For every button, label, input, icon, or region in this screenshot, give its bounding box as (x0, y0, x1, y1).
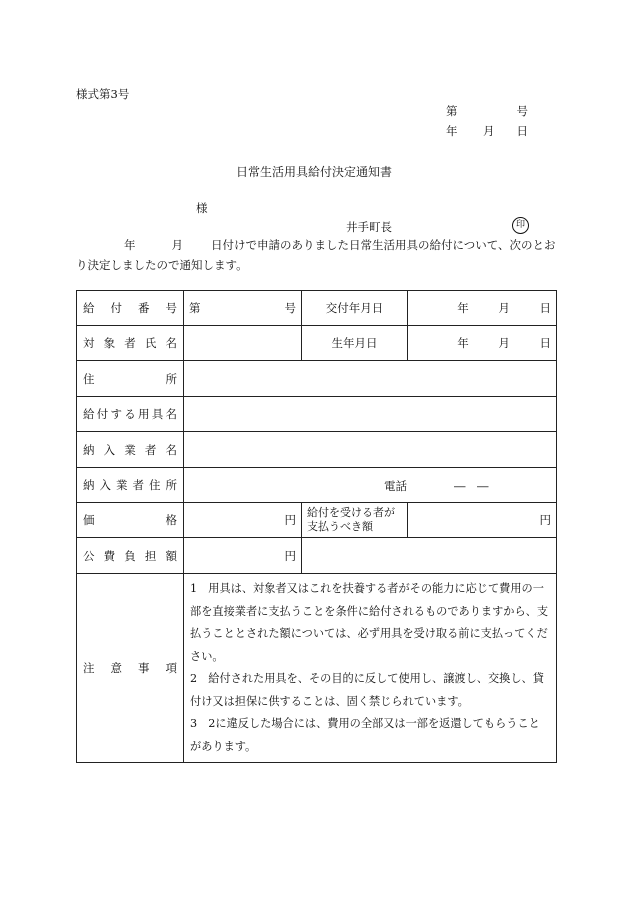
notes-content (184, 574, 557, 763)
document-number-suffix: 号 (516, 104, 528, 118)
birth-date-month: 月 (498, 336, 510, 350)
equipment-name-label: 給付する用具名 (77, 397, 184, 432)
birth-date-year: 年 (457, 336, 469, 350)
recipient-payment-label-line1: 給付を受ける者が (307, 506, 395, 519)
supplier-name-label: 納入業者名 (77, 432, 184, 468)
table-row (77, 326, 557, 361)
document-date-year: 年 (446, 124, 458, 138)
document-date-month: 月 (483, 124, 495, 138)
lead-year: 年 (124, 238, 136, 252)
recipient-payment-label (302, 503, 408, 538)
table-row (77, 503, 557, 538)
recipient-payment-label-line2: 支払うべき額 (307, 520, 373, 533)
public-burden-blank (302, 538, 557, 574)
table-row (77, 291, 557, 326)
supplier-name-value (184, 432, 557, 468)
document-number-prefix: 第 (446, 104, 458, 118)
document-date (446, 123, 528, 139)
subject-name-label: 対象者氏名 (77, 326, 184, 361)
lead-text-line1: 日付けで申請のありました日常生活用具の給付について、次のとお (211, 238, 556, 252)
address-value (184, 361, 557, 397)
grant-number-value (184, 291, 302, 326)
phone-label: 電話 (384, 479, 407, 493)
table-row (77, 538, 557, 574)
issue-date-day: 日 (539, 301, 551, 315)
price-unit: 円 (284, 513, 296, 527)
form-number: 様式第3号 (76, 87, 130, 101)
recipient-payment-value (408, 503, 557, 538)
issuer-name: 井手町長 (346, 220, 392, 234)
grant-number-suffix: 号 (284, 301, 296, 315)
note-item: 2 給付された用具を、その目的に反して使用し、譲渡し、交換し、貸付け又は担保に供することは、固く禁じられています。 (190, 672, 544, 708)
addressee-suffix: 様 (196, 201, 208, 215)
table-row (77, 574, 557, 763)
public-burden-value (184, 538, 302, 574)
issue-date-value (408, 291, 557, 326)
address-label: 住所 (77, 361, 184, 397)
table-row (77, 432, 557, 468)
recipient-payment-unit: 円 (539, 513, 551, 527)
seal-mark: 印 (512, 217, 529, 234)
table-row (77, 361, 557, 397)
issue-date-month: 月 (498, 301, 510, 315)
lead-text-line2: り決定しましたので通知します。 (76, 258, 248, 272)
lead-month: 月 (171, 238, 183, 252)
price-label: 価格 (77, 503, 184, 538)
price-value (184, 503, 302, 538)
grant-number-label: 給付番号 (77, 291, 184, 326)
equipment-name-value (184, 397, 557, 432)
document-date-day: 日 (516, 124, 528, 138)
lead-paragraph (76, 235, 556, 275)
note-item: 1 用具は、対象者又はこれを扶養する者がその能力に応じて費用の一部を直接業者に支払うことを条件に給付されるものでありますから、支払うこととされた額については、必ず用具を受け取る前に支払ってください。 (190, 582, 549, 663)
notification-table (76, 290, 557, 763)
notes-label: 注意事項 (77, 574, 184, 763)
public-burden-unit: 円 (284, 548, 296, 563)
supplier-address-value (184, 468, 557, 503)
table-row (77, 397, 557, 432)
public-burden-label: 公費負担額 (77, 538, 184, 574)
issue-date-year: 年 (457, 301, 469, 315)
document-number (446, 103, 528, 119)
birth-date-day: 日 (539, 336, 551, 350)
phone-separator: ― ― (454, 479, 489, 493)
table-row (77, 468, 557, 503)
birth-date-value (408, 326, 557, 361)
note-item: 3 2に違反した場合には、費用の全部又は一部を返還してもらうことがあります。 (190, 717, 540, 753)
issue-date-label: 交付年月日 (302, 291, 408, 326)
birth-date-label: 生年月日 (302, 326, 408, 361)
supplier-address-label: 納入業者住所 (77, 468, 184, 503)
grant-number-prefix: 第 (189, 301, 201, 315)
subject-name-value (184, 326, 302, 361)
document-title: 日常生活用具給付決定通知書 (236, 165, 393, 179)
